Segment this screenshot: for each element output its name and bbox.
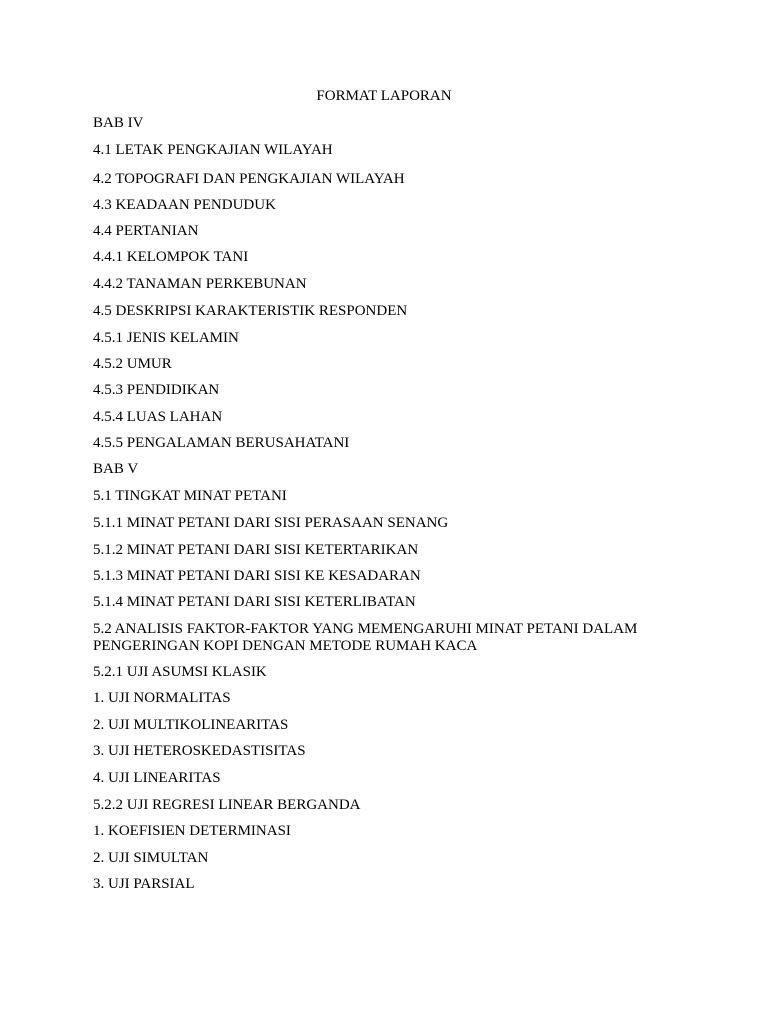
subsection-heading: 4.5.1 JENIS KELAMIN (93, 330, 239, 346)
document-title: FORMAT LAPORAN (316, 88, 452, 104)
subsection-heading: 5.1.2 MINAT PETANI DARI SISI KETERTARIKAN (93, 542, 419, 558)
section-heading: 4.3 KEADAAN PENDUDUK (93, 197, 276, 213)
chapter-heading: BAB V (93, 461, 139, 477)
list-item: 2. UJI SIMULTAN (93, 850, 209, 866)
subsection-heading: 5.1.4 MINAT PETANI DARI SISI KETERLIBATAN (93, 594, 416, 610)
chapter-heading: BAB IV (93, 115, 144, 131)
subsection-heading: 4.5.3 PENDIDIKAN (93, 382, 220, 398)
list-item: 4. UJI LINEARITAS (93, 770, 221, 786)
section-heading: 5.2 ANALISIS FAKTOR-FAKTOR YANG MEMENGARUHI MINAT PETANI DALAM PENGERINGAN KOPI DENGAN METODE RUMAH KACA (93, 621, 638, 654)
subsection-heading: 4.4.1 KELOMPOK TANI (93, 249, 249, 265)
list-item: 3. UJI HETEROSKEDASTISITAS (93, 743, 306, 759)
list-item: 1. KOEFISIEN DETERMINASI (93, 823, 291, 839)
section-heading: 5.1 TINGKAT MINAT PETANI (93, 488, 287, 504)
subsection-heading: 5.2.1 UJI ASUMSI KLASIK (93, 664, 267, 680)
section-heading: 4.5 DESKRIPSI KARAKTERISTIK RESPONDEN (93, 303, 408, 319)
subsection-heading: 4.5.4 LUAS LAHAN (93, 409, 223, 425)
list-item: 3. UJI PARSIAL (93, 876, 195, 892)
subsection-heading: 5.1.3 MINAT PETANI DARI SISI KE KESADARAN (93, 568, 421, 584)
subsection-heading: 4.4.2 TANAMAN PERKEBUNAN (93, 276, 307, 292)
list-item: 1. UJI NORMALITAS (93, 690, 231, 706)
section-heading: 4.1 LETAK PENGKAJIAN WILAYAH (93, 142, 333, 158)
subsection-heading: 5.2.2 UJI REGRESI LINEAR BERGANDA (93, 797, 361, 813)
subsection-heading: 5.1.1 MINAT PETANI DARI SISI PERASAAN SENANG (93, 515, 449, 531)
section-heading: 4.2 TOPOGRAFI DAN PENGKAJIAN WILAYAH (93, 171, 405, 187)
section-heading: 4.4 PERTANIAN (93, 223, 199, 239)
list-item: 2. UJI MULTIKOLINEARITAS (93, 717, 289, 733)
subsection-heading: 4.5.5 PENGALAMAN BERUSAHATANI (93, 435, 350, 451)
subsection-heading: 4.5.2 UMUR (93, 356, 172, 372)
